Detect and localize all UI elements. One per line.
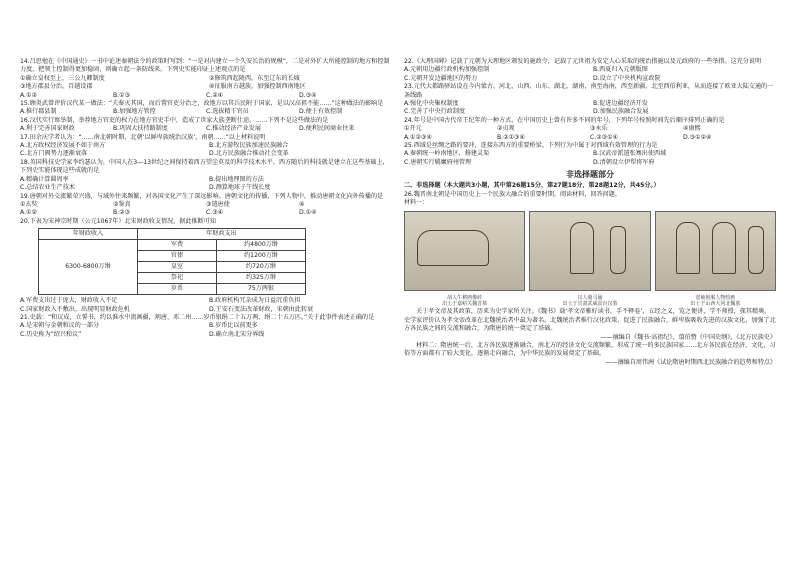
section-title: 非选择题部分 bbox=[566, 170, 614, 180]
q15-stem: 15.顾炎武曾评价汉代某一做法：“夫秦灭其国，而后置官吏分治之，故地方以其兵民附于国家，是以汉高祖不能……”这种做法的影响是 bbox=[20, 100, 384, 108]
q17-option-b: B.北方游牧民族加速民族融合 bbox=[209, 142, 289, 150]
q22-stem: 22.《大理国碑》记载了元朝为大理地区颁发的施政令，记载了元世祖为安定人心采取的统治措施以及元政府的一些举措。这充分说明 bbox=[404, 58, 762, 65]
table-expense-value: 约1200万缗 bbox=[217, 251, 306, 262]
question-23 bbox=[404, 83, 776, 117]
q25-option-c: C.唐朝实行羁縻府州管理 bbox=[404, 158, 472, 166]
figure-robed-figures bbox=[655, 211, 776, 291]
q19-item-2: ②鉴真 bbox=[113, 200, 131, 208]
q20-option-a: A.军费支出过于庞大，财政收入不足 bbox=[20, 297, 118, 305]
table-income-cell: 6300-6800万缗 bbox=[39, 240, 138, 295]
q24-item-4: ④康熙 bbox=[683, 125, 701, 133]
q25-option-a: A.秦朝统一岭南地区，修建灵渠 bbox=[404, 150, 490, 158]
q19-option-c: C.③④ bbox=[206, 209, 224, 217]
q26-stem: 26.魏晋南北朝是中国历史上一个民族大融合的重要时期，阅读材料，回答问题。 bbox=[404, 190, 621, 198]
q26-material-1-text: 关于孝文帝及其政策，历来为史学家所关注。《魏书》载‘孝文帝雅好读书，手不释卷’，五经之义，览之便讲，学不师授，探其精奥。史学家评价认为孝文帝改革在北魏统治者中最为著名。北魏统治者推行汉化政策，促进了民族融合，鲜卑族吸收先进的汉族文化，加强了北方各民族之间的交流和融合，为隋唐的统一奠定了基础。 bbox=[404, 308, 776, 333]
right-column bbox=[404, 58, 776, 367]
question-21 bbox=[20, 314, 392, 339]
figure-caption-3: 宽袖袍服人物绘画 出土于山西大同北魏墓 bbox=[690, 294, 741, 308]
q20-option-c: C.国家财政入不敷出，出现明显财政危机 bbox=[20, 305, 130, 313]
q24-stem: 24.年号是中国古代帝王纪年的一种方式，在中国历史上曾有许多不同的年号，下列年号按照时间先后顺序排列正确的是 bbox=[404, 116, 725, 124]
q18-option-c: C.总结农业生产技术 bbox=[20, 184, 75, 192]
q16-option-c: C.推动经济产业发展 bbox=[206, 125, 261, 133]
q21-option-c: C.历史称为“绍兴和议” bbox=[20, 330, 82, 338]
q15-option-c: C.选拔精干官员 bbox=[206, 108, 249, 116]
q25-option-d: D.清朝设立伊犁将军府 bbox=[593, 158, 655, 166]
table-expense-value: 约720万缗 bbox=[217, 262, 306, 273]
q20-option-d: D.王安石变法改革财政，宋朝由此转衰 bbox=[209, 305, 314, 313]
table-header-expense: 年财政支出 bbox=[138, 229, 306, 240]
table-expense-value: 75万两银 bbox=[217, 284, 306, 295]
q16-option-a: A.利于完善国家财政 bbox=[20, 125, 75, 133]
section-heading: 二、非选择题（本大题共3小题，其中第26题15分，第27题18分，第28题12分，共45分。） bbox=[404, 182, 660, 190]
q26-material-2-source: ——摘编自周伟洲《试论隋唐时期西北民族融合的趋势和特点》 bbox=[605, 358, 776, 366]
q24-option-d: D.③①②④ bbox=[683, 133, 712, 141]
left-column bbox=[20, 58, 392, 339]
q14-stem: 14.吕思勉在《中国通史》一书中论述秦朝法令的政策时写到：“一是对内建立一个久安长治的规模”，二是对外扩大所能控制的地方和控制力度，把领土控制得更加稳固，则确立起一条防线来。下列史实能印证上述观点的是 bbox=[20, 58, 390, 74]
question-15 bbox=[20, 100, 392, 117]
question-22 bbox=[404, 58, 776, 83]
question-24 bbox=[404, 117, 776, 142]
q15-option-b: B.加强地方管控 bbox=[113, 108, 156, 116]
figure-ox-ploughing bbox=[404, 211, 525, 291]
q14-option-b: B.①③ bbox=[113, 91, 131, 99]
question-18 bbox=[20, 159, 392, 193]
q24-item-3: ③永乐 bbox=[590, 125, 608, 133]
q24-option-b: B.②①③④ bbox=[497, 133, 525, 141]
q22-option-d: D.设立了中央机构宣政院 bbox=[593, 74, 661, 82]
q19-item-4: ④ bbox=[299, 200, 305, 208]
q18-option-b: B.提出地理图的方法 bbox=[209, 175, 264, 183]
figure-caption-1: 胡人牛耕画像砖 出土于嘉峪关魏晋墓 bbox=[442, 294, 488, 308]
table-expense-item: 军费 bbox=[138, 240, 217, 251]
q21-option-a: A.是宋朝与金朝和议的一部分 bbox=[20, 322, 100, 330]
q24-option-c: C.②③①④ bbox=[590, 133, 619, 141]
q16-option-d: D.便利民间商业往来 bbox=[299, 125, 355, 133]
q14-item-2: ②修筑西起陇西，东至辽东的长城 bbox=[209, 74, 300, 82]
question-19 bbox=[20, 193, 392, 218]
q17-option-d: D.北方民族融合推动社会变革 bbox=[209, 150, 289, 158]
q20-stem: 20.下表为宋神宗时期（公元1067年）北宋财政收支情况，据此推断可知 bbox=[20, 217, 216, 225]
q21-option-b: B.岁币比以前更多 bbox=[209, 322, 258, 330]
table-header-income: 年财政收入 bbox=[39, 229, 138, 240]
question-26 bbox=[404, 191, 776, 367]
finance-table bbox=[38, 228, 306, 295]
q21-stem: 21.史载：“和议成，立誓书，约以淮水中流画疆，割唐、邓二州……岁币银绢二十五万两、绢二十五万匹。”关于此事件表述正确的是 bbox=[20, 313, 375, 321]
q17-option-a: A.北方政权经济发展不如于南方 bbox=[20, 142, 106, 150]
table-expense-value: 约4800万缗 bbox=[217, 240, 306, 251]
q25-option-b: B.汉武帝派遣张骞出使西域 bbox=[593, 150, 667, 158]
q15-option-a: A.推行郡县制 bbox=[20, 108, 57, 116]
figure-horse-riding bbox=[529, 211, 650, 291]
table-row bbox=[39, 240, 306, 251]
q26-material-1-source: ——摘编自《魏书·高祖纪》、翦伯赞《中国史纲》、《北方民族史》 bbox=[600, 333, 776, 341]
q23-option-b: B.促进边疆经济开发 bbox=[593, 100, 648, 108]
q19-option-d: D.①④ bbox=[299, 209, 317, 217]
question-14 bbox=[20, 58, 392, 100]
question-16 bbox=[20, 117, 392, 134]
q16-stem: 16.汉代实行察举制，举荐地方官吏的权力在地方官吏手中，造成了世家大族垄断仕途。……下列不是这些做法的是 bbox=[20, 116, 329, 124]
q21-option-d: D.确立南北宋分界线 bbox=[209, 330, 265, 338]
q19-option-b: B.②③ bbox=[113, 209, 131, 217]
q25-stem: 25.西域是丝绸之路的要冲，连接东西方的重要桥梁。下列行为中属于对西域有效管理的行为是 bbox=[404, 142, 658, 150]
question-17 bbox=[20, 134, 392, 159]
q19-item-3: ③遣唐使 bbox=[206, 200, 230, 208]
q14-item-3: ③地方郡县分治，百越设郡 bbox=[20, 83, 93, 91]
q17-stem: 17.田余庆学者认为：“……南北朝时期，北朝‘以鲜卑族统治汉族’，南朝……”以上材料说明 bbox=[20, 133, 266, 141]
q22-option-a: A.元朝用边疆行政机构加强控制 bbox=[404, 66, 490, 74]
q15-option-d: D.便于有效控制 bbox=[299, 108, 343, 116]
q26-material-1-label: 材料一： bbox=[404, 199, 429, 207]
question-20 bbox=[20, 218, 392, 314]
q14-option-c: C.②④ bbox=[206, 91, 224, 99]
q16-option-b: B.巩固大扶持路制度 bbox=[113, 125, 168, 133]
q23-option-d: D.加强民族融合发展 bbox=[593, 108, 649, 116]
q14-option-d: D.③④ bbox=[299, 91, 317, 99]
q19-stem: 19.唐朝对外交流繁荣兴盛，与域外往来频繁，对各国文化产生了深远影响。唐朝文化的传播，下列人物中，推动唐朝文化向外传播的是 bbox=[20, 192, 384, 200]
figure-strip bbox=[404, 211, 776, 291]
table-expense-item: 官俸 bbox=[138, 251, 217, 262]
q19-item-1: ①玄奘 bbox=[20, 200, 38, 208]
q23-option-c: C.完善了中央行政制度 bbox=[404, 108, 466, 116]
q24-option-a: A.①②③④ bbox=[404, 133, 432, 141]
q24-item-1: ①开元 bbox=[404, 125, 422, 133]
q23-option-a: A.强化中央集权制度 bbox=[404, 100, 459, 108]
table-expense-item: 岁币 bbox=[138, 284, 217, 295]
q23-stem: 23.元代大都路驿站设在今内蒙古、河北、山西、山东、湖北、湖南，南至海南，西至新疆，北至西伯利亚，从而连接了欧亚大陆交通的一条线路 bbox=[404, 83, 774, 99]
q22-option-b: B.西夏归入元朝版图 bbox=[593, 66, 648, 74]
q19-option-a: A.①② bbox=[20, 209, 37, 217]
q26-material-2-text: 材料二：隋唐统一后，北方各民族逐渐融合，南北方的经济文化交流频繁，形成了统一的多民族国家……北方各民族在经济、文化、习俗等方面都有了较大变化，逐渐走向融合，为中华民族的发展奠定了基础。 bbox=[404, 341, 776, 358]
q14-option-a: A.①② bbox=[20, 91, 37, 99]
q24-item-2: ②贞观 bbox=[497, 125, 515, 133]
figure-caption-2: 汉人骑马俑 出土于甘肃武威雷台汉墓 bbox=[562, 294, 618, 308]
table-expense-item: 皇室 bbox=[138, 262, 217, 273]
q20-option-b: B.政府机构冗杂成为日益沉重负担 bbox=[209, 297, 301, 305]
q18-option-d: D.测算地球子午线长度 bbox=[209, 184, 271, 192]
table-expense-item: 祭祀 bbox=[138, 273, 217, 284]
q18-option-a: A.精确计算圆周率 bbox=[20, 175, 69, 183]
table-expense-value: 约325万缗 bbox=[217, 273, 306, 284]
q18-stem: 18.英国科技史学家李约瑟认为，中国人在3—13世纪之间保持着西方望尘莫及的科学技术水平。西方随后的科技就是建立在这些基础上，下列史实能体现这些成就的是 bbox=[20, 158, 389, 175]
question-25 bbox=[404, 142, 776, 167]
q17-option-c: C.北方门阀势力逐渐衰落 bbox=[20, 150, 88, 158]
q14-item-1: ①确立皇权至上，三公九卿制度 bbox=[20, 74, 105, 82]
q22-option-c: C.元朝开发边疆地区的努力 bbox=[404, 74, 478, 82]
q14-item-4: ④征服南方越族，加强控制西南地区 bbox=[209, 83, 306, 91]
